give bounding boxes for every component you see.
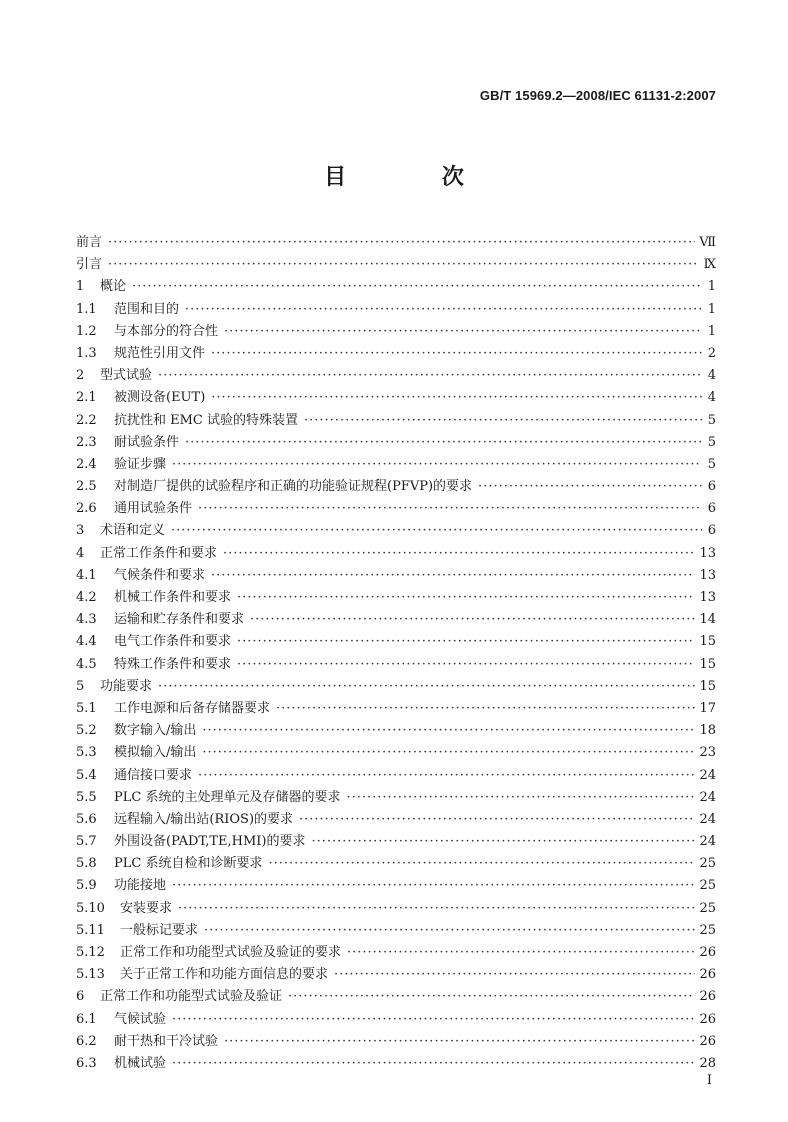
dot-leader [172,454,702,476]
toc-entry-title: 工作电源和后备存储器要求 [114,700,271,716]
toc-entry-number: 5.10 [76,900,105,916]
toc-entry[interactable] [76,254,716,276]
toc-entry-title: 远程输入/输出站(RIOS)的要求 [114,811,294,827]
toc-entry-page: 15 [699,678,716,694]
dot-leader [288,986,695,1008]
dot-leader [268,853,695,875]
dot-leader [224,321,702,343]
toc-entry-page: Ⅸ [703,257,716,273]
toc-entry-title: 功能接地 [114,878,167,894]
toc-entry-page: 24 [699,767,716,783]
toc-entry-number: 1.1 [76,301,97,317]
dot-leader [304,410,702,432]
toc-entry-title: 运输和贮存条件和要求 [114,612,245,628]
toc-entry-page: 14 [699,612,716,628]
toc-entry-page: 26 [699,1011,716,1027]
toc-entry[interactable] [76,809,716,831]
dot-leader [172,1009,695,1031]
toc-entry-page: 6 [707,501,716,517]
dot-leader [276,698,695,720]
toc-entry[interactable] [76,742,716,764]
toc-entry[interactable] [76,565,716,587]
toc-entry-number: 5.6 [76,811,97,827]
toc-entry-page: 13 [699,567,716,583]
toc-entry-title: 耐试验条件 [114,434,180,450]
toc-entry-title: 气候条件和要求 [114,567,206,583]
toc-entry[interactable] [76,1053,716,1075]
toc-entry-number: 6.2 [76,1033,97,1049]
toc-entry[interactable] [76,720,716,742]
toc-entry-title: 外围设备(PADT,TE,HMI)的要求 [114,834,306,850]
toc-entry-page: Ⅶ [699,235,716,250]
toc-entry[interactable] [76,676,716,698]
toc-entry-number: 5.3 [76,745,97,761]
toc-entry[interactable] [76,543,716,565]
toc-entry[interactable] [76,365,716,387]
toc-entry-page: 24 [699,811,716,827]
toc-entry[interactable] [76,343,716,365]
toc-entry-number: 1.2 [76,323,97,339]
toc-entry-number: 2 [76,368,85,384]
dot-leader [158,365,702,387]
toc-entry-title: 电气工作条件和要求 [114,634,232,650]
dot-leader [237,654,695,676]
dot-leader [346,787,695,809]
toc-entry[interactable] [76,942,716,964]
toc-entry[interactable] [76,831,716,853]
toc-entry[interactable] [76,520,716,542]
toc-entry[interactable] [76,698,716,720]
toc-entry-title: 耐干热和干冷试验 [114,1033,219,1049]
toc-entry[interactable] [76,321,716,343]
toc-entry[interactable] [76,232,716,254]
toc-entry-page: 25 [699,922,716,938]
dot-leader [223,543,695,565]
toc-entry[interactable] [76,387,716,409]
toc-entry[interactable] [76,1009,716,1031]
toc-entry-page: 4 [707,390,716,406]
toc-entry-title: 规范性引用文件 [114,345,206,361]
dot-leader [347,942,695,964]
toc-entry-title: 正常工作条件和要求 [100,545,218,561]
toc-entry[interactable] [76,587,716,609]
toc-entry-title: 被测设备(EUT) [114,390,206,406]
toc-entry[interactable] [76,920,716,942]
toc-entry-page: 24 [699,789,716,805]
toc-entry-number: 6.3 [76,1055,97,1071]
dot-leader [204,920,695,942]
dot-leader [211,565,695,587]
toc-entry-page: 26 [699,967,716,983]
toc-entry-title: 抗扰性和 EMC 试验的特殊装置 [114,412,299,428]
toc-entry-page: 5 [707,412,716,428]
dot-leader [334,964,695,986]
toc-entry[interactable] [76,476,716,498]
toc-entry-title: 通信接口要求 [114,767,193,783]
toc-entry-number: 2.4 [76,456,97,472]
toc-entry[interactable] [76,410,716,432]
dot-leader [299,809,695,831]
toc-entry-number: 6.1 [76,1011,97,1027]
dot-leader [211,343,702,365]
toc-entry[interactable] [76,1031,716,1053]
toc-entry-page: 23 [699,745,716,761]
toc-entry-title: 模拟输入/输出 [114,745,197,761]
toc-entry-page: 25 [699,900,716,916]
toc-entry-title: 型式试验 [100,368,153,384]
toc-entry-page: 13 [699,545,716,561]
standard-code: GB/T 15969.2—2008/IEC 61131-2:2007 [479,88,716,103]
toc-entry-number: 4.1 [76,567,97,583]
toc-entry-number: 2.6 [76,501,97,517]
dot-leader [172,875,695,897]
dot-leader [202,742,695,764]
toc-entry-number: 2.1 [76,390,97,406]
dot-leader [198,765,695,787]
toc-entry-number: 4 [76,545,85,561]
toc-entry-number: 5.9 [76,878,97,894]
dot-leader [478,476,702,498]
toc-entry-number: 4.3 [76,612,97,628]
toc-entry-title: 术语和定义 [100,523,166,539]
toc-entry-number: 5.13 [76,967,105,983]
toc-entry-number: 5.7 [76,834,97,850]
toc-entry-number: 1.3 [76,345,97,361]
toc-entry-number: 4.5 [76,656,97,672]
toc-entry-number: 5.1 [76,700,97,716]
toc-entry-number: 1 [76,279,85,295]
toc-entry-number: 5.8 [76,856,97,872]
toc-entry-number: 5.5 [76,789,97,805]
toc-entry-number: 2.2 [76,412,97,428]
toc-entry-title: 与本部分的符合性 [114,323,219,339]
toc-entry-page: 17 [699,700,716,716]
toc-entry[interactable] [76,898,716,920]
toc-entry-number: 2.3 [76,434,97,450]
toc-entry[interactable] [76,631,716,653]
toc-entry-number: 5.4 [76,767,97,783]
table-of-contents [76,232,716,1075]
dot-leader [158,676,695,698]
toc-entry-page: 2 [707,345,716,361]
toc-entry-number: 5.2 [76,723,97,739]
toc-entry-title: 对制造厂提供的试验程序和正确的功能验证规程(PFVP)的要求 [114,479,473,495]
dot-leader [185,432,702,454]
toc-entry-page: 26 [699,1033,716,1049]
dot-leader [224,1031,695,1053]
toc-entry-number: 2.5 [76,479,97,495]
page-number: I [706,1073,712,1088]
toc-entry-title: 数字输入/输出 [114,723,197,739]
toc-entry-title: 正常工作和功能型式试验及验证的要求 [120,945,342,960]
toc-entry[interactable] [76,853,716,875]
toc-entry-page: 13 [699,590,716,605]
dot-leader [108,232,695,254]
toc-entry-title: 验证步骤 [114,456,167,472]
toc-entry-page: 18 [699,723,716,739]
toc-entry-number: 4.2 [76,590,97,605]
toc-entry[interactable] [76,765,716,787]
toc-entry-page: 26 [699,945,716,960]
toc-entry-title: 概论 [100,279,127,295]
toc-entry-page: 25 [699,878,716,894]
toc-entry-page: 1 [707,323,716,339]
toc-entry-page: 15 [699,634,716,650]
dot-leader [237,587,695,609]
toc-entry-title: 安装要求 [120,900,173,916]
dot-leader [250,609,695,631]
toc-entry[interactable] [76,654,716,676]
toc-entry-number: 6 [76,989,85,1005]
toc-entry-page: 5 [707,434,716,450]
toc-entry-page: 28 [699,1055,716,1071]
toc-entry[interactable] [76,276,716,298]
toc-entry-number: 5.11 [76,922,105,938]
toc-heading: 目 次 [324,165,508,190]
dot-leader [237,631,695,653]
toc-entry-number: 5.12 [76,945,105,960]
dot-leader [198,498,702,520]
toc-entry-title: 正常工作和功能型式试验及验证 [100,989,283,1005]
toc-entry[interactable] [76,432,716,454]
toc-entry-title: 一般标记要求 [120,922,199,938]
toc-entry-title: 范围和目的 [114,301,180,317]
toc-entry[interactable] [76,609,716,631]
toc-entry-page: 25 [699,856,716,872]
toc-entry-page: 6 [707,479,716,495]
toc-entry-title: 机械工作条件和要求 [114,590,232,605]
toc-entry[interactable] [76,964,716,986]
toc-entry-number: 3 [76,523,85,539]
dot-leader [108,254,699,276]
toc-entry-title: 气候试验 [114,1011,167,1027]
toc-entry-title: 引言 [76,257,103,273]
toc-entry[interactable] [76,454,716,476]
toc-entry-title: 功能要求 [100,678,153,694]
toc-entry-number: 4.4 [76,634,97,650]
dot-leader [171,520,702,542]
toc-entry[interactable] [76,986,716,1008]
dot-leader [311,831,695,853]
toc-entry-page: 24 [699,834,716,850]
dot-leader [132,276,702,298]
toc-entry-page: 26 [699,989,716,1005]
toc-entry-title: 机械试验 [114,1055,167,1071]
toc-entry-title: 关于正常工作和功能方面信息的要求 [120,967,329,983]
toc-entry[interactable] [76,299,716,321]
dot-leader [185,299,702,321]
toc-entry-title: PLC 系统自检和诊断要求 [114,856,263,872]
toc-entry[interactable] [76,498,716,520]
toc-entry-page: 15 [699,656,716,672]
toc-entry-page: 1 [707,301,716,317]
toc-entry-page: 4 [707,368,716,384]
dot-leader [178,898,695,920]
toc-entry-number: 5 [76,678,85,694]
toc-entry[interactable] [76,787,716,809]
toc-entry-title: PLC 系统的主处理单元及存储器的要求 [114,789,341,805]
toc-entry-page: 1 [707,279,716,295]
toc-entry-page: 5 [707,456,716,472]
dot-leader [202,720,695,742]
toc-entry[interactable] [76,875,716,897]
toc-entry-page: 6 [707,523,716,539]
dot-leader [172,1053,695,1075]
dot-leader [211,387,702,409]
toc-entry-title: 特殊工作条件和要求 [114,656,232,672]
toc-entry-title: 前言 [76,235,103,250]
toc-entry-title: 通用试验条件 [114,501,193,517]
